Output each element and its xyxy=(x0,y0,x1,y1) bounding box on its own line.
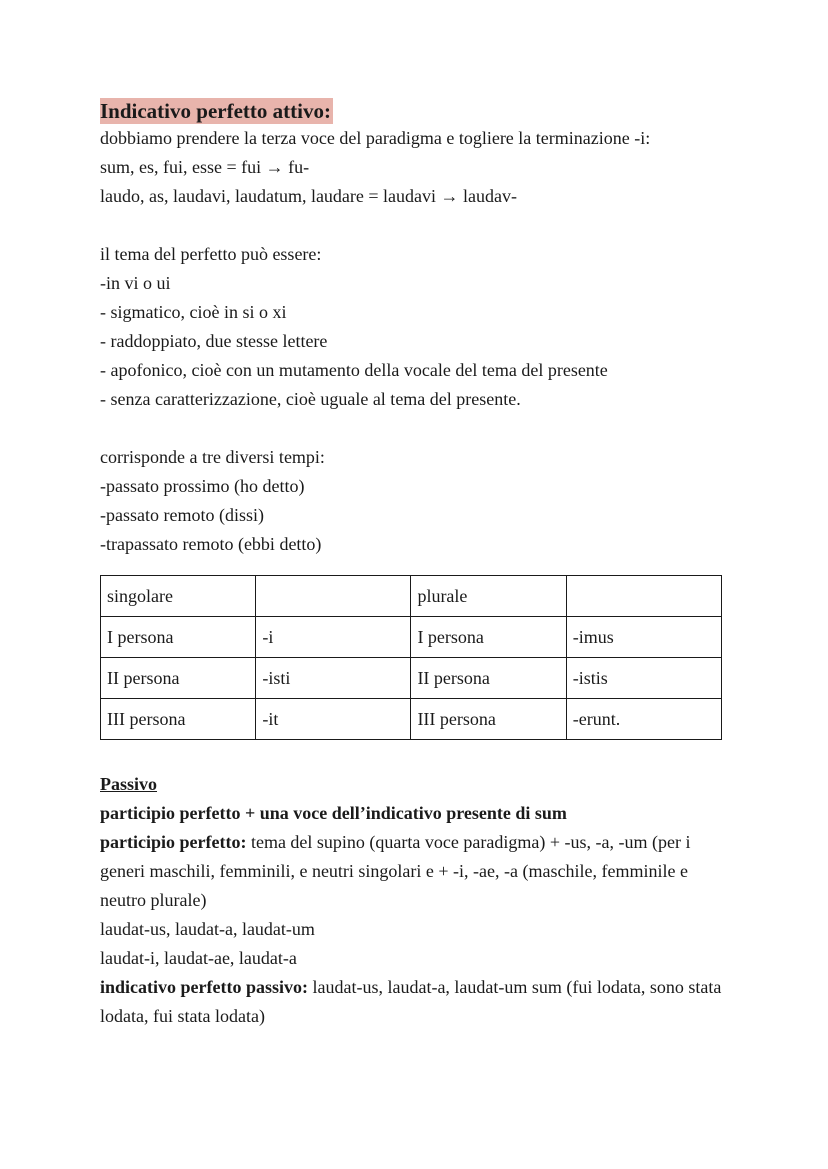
table-cell: -isti xyxy=(256,658,411,699)
passive-formula: participio perfetto + una voce dell’indicativo presente di sum xyxy=(100,803,567,823)
table-cell: -i xyxy=(256,617,411,658)
section-active-perfect xyxy=(100,98,740,211)
table-row xyxy=(101,617,722,658)
list-item: - senza caratterizzazione, cioè uguale al tema del presente. xyxy=(100,389,521,409)
participle-label: participio perfetto: xyxy=(100,832,247,852)
participle-definition xyxy=(100,828,725,915)
endings-table xyxy=(100,575,722,740)
text-line: laudo, as, laudavi, laudatum, laudare = laudavi → laudav- xyxy=(100,186,518,206)
section-passive xyxy=(100,770,740,1031)
table-cell: -it xyxy=(256,699,411,740)
spacer xyxy=(100,414,740,443)
example-line: laudat-us, laudat-a, laudat-um xyxy=(100,919,315,939)
document-page xyxy=(100,98,740,1031)
list-intro: il tema del perfetto può essere: xyxy=(100,244,322,264)
list-item: -trapassato remoto (ebbi detto) xyxy=(100,534,322,554)
table-cell: II persona xyxy=(411,658,566,699)
list-item: -passato prossimo (ho detto) xyxy=(100,476,305,496)
table-cell: -imus xyxy=(566,617,721,658)
indicative-passive-label: indicativo perfetto passivo: xyxy=(100,977,308,997)
section-perfect-stem xyxy=(100,240,740,414)
section-tenses xyxy=(100,443,740,559)
table-row xyxy=(101,699,722,740)
table-cell xyxy=(566,576,721,617)
spacer xyxy=(100,211,740,240)
table-cell: I persona xyxy=(411,617,566,658)
table-cell: singolare xyxy=(101,576,256,617)
indicative-passive-text: laudat-us, laudat-a, laudat-um sum (fui lodata, sono stata lodata, fui stata lodata) xyxy=(100,977,722,1026)
list-item: - apofonico, cioè con un mutamento della vocale del tema del presente xyxy=(100,360,608,380)
table-cell: -erunt. xyxy=(566,699,721,740)
table-cell: plurale xyxy=(411,576,566,617)
participle-text: tema del supino (quarta voce paradigma) + -us, -a, -um (per i generi maschili, femminili, e neutri singolari e + -i, -ae, -a (maschile, femminile e neutro plurale) xyxy=(100,832,691,910)
example-line: laudat-i, laudat-ae, laudat-a xyxy=(100,948,297,968)
table-cell: III persona xyxy=(101,699,256,740)
table-cell: -istis xyxy=(566,658,721,699)
table-row xyxy=(101,576,722,617)
table-cell: I persona xyxy=(101,617,256,658)
list-intro: corrisponde a tre diversi tempi: xyxy=(100,447,325,467)
list-item: -passato remoto (dissi) xyxy=(100,505,264,525)
list-item: -in vi o ui xyxy=(100,273,171,293)
table-cell xyxy=(256,576,411,617)
list-item: - raddoppiato, due stesse lettere xyxy=(100,331,328,351)
text-line: dobbiamo prendere la terza voce del paradigma e togliere la terminazione -i: xyxy=(100,128,651,148)
table-cell: III persona xyxy=(411,699,566,740)
table-cell: II persona xyxy=(101,658,256,699)
text-line: sum, es, fui, esse = fui → fu- xyxy=(100,157,310,177)
heading-indicativo-perfetto-attivo: Indicativo perfetto attivo: xyxy=(100,99,331,123)
list-item: - sigmatico, cioè in si o xi xyxy=(100,302,287,322)
table-row xyxy=(101,658,722,699)
passive-title: Passivo xyxy=(100,774,158,794)
indicative-passive-definition xyxy=(100,973,725,1031)
